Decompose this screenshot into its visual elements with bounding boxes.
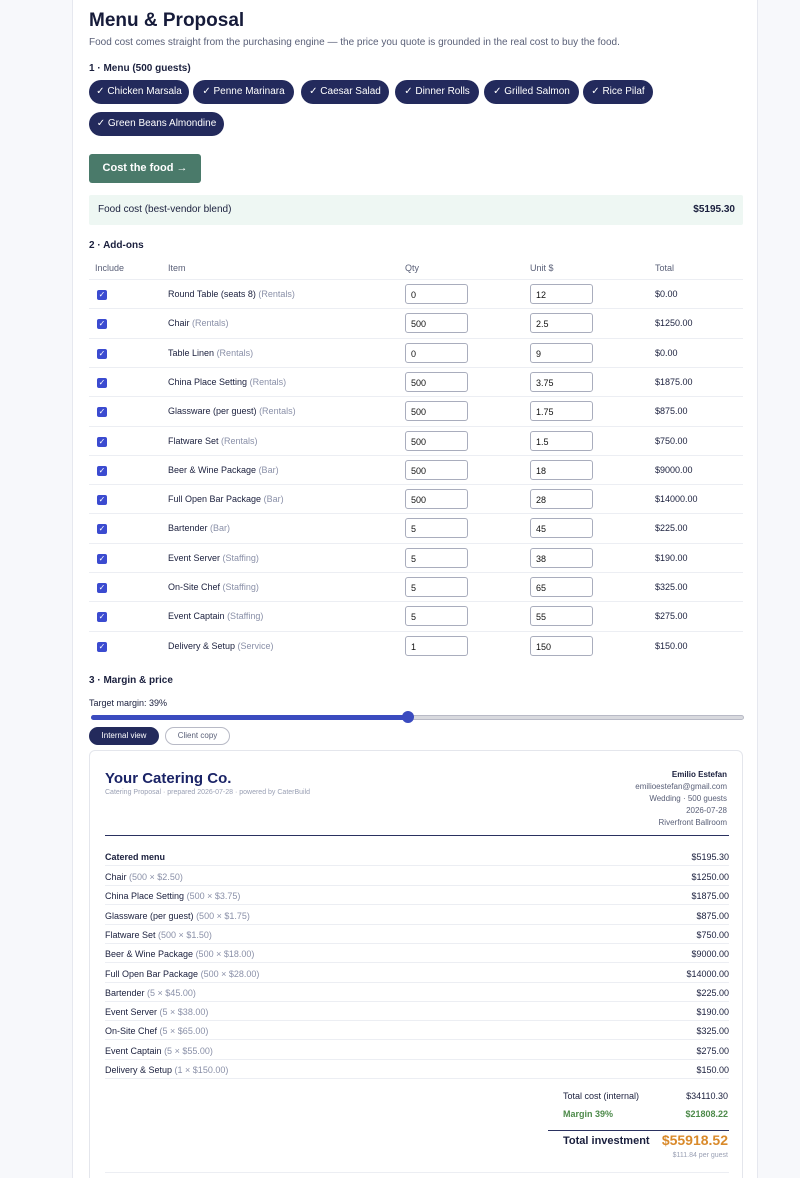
margin-slider-fill xyxy=(91,715,408,720)
header-divider xyxy=(105,835,729,836)
addon-row xyxy=(89,308,743,337)
proposal-line-label xyxy=(105,1007,208,1017)
proposal-line-label xyxy=(105,969,259,979)
qty-input[interactable]: 500 xyxy=(405,401,468,421)
proposal-line-name: Chair xyxy=(105,872,127,882)
company-name: Your Catering Co. xyxy=(105,770,232,787)
addon-total: $1875.00 xyxy=(655,376,693,387)
addon-total: $150.00 xyxy=(655,640,688,651)
qty-input[interactable]: 5 xyxy=(405,606,468,626)
food-cost-bar xyxy=(89,195,743,225)
proposal-line-detail: (5 × $55.00) xyxy=(164,1045,213,1056)
proposal-line-value: $325.00 xyxy=(696,1026,729,1037)
qty-input[interactable]: 0 xyxy=(405,343,468,363)
proposal-line-label xyxy=(105,1046,213,1056)
include-checkbox[interactable]: ✓ xyxy=(98,377,106,387)
col-header-qty: Qty xyxy=(405,263,420,273)
proposal-line-label xyxy=(105,988,196,998)
addon-item-name: Flatware Set xyxy=(168,435,219,446)
include-checkbox[interactable]: ✓ xyxy=(98,465,106,475)
addon-item-name: Event Server xyxy=(168,552,221,563)
proposal-line-detail: (5 × $45.00) xyxy=(147,987,196,998)
col-header-item: Item xyxy=(168,263,186,273)
proposal-line-name: Glassware (per guest) xyxy=(105,910,194,921)
unit-price-input[interactable]: 28 xyxy=(530,489,593,509)
page-subtitle: Food cost comes straight from the purchasing engine — the price you quote is grounded in the real cost to buy the food. xyxy=(89,37,620,48)
menu-heading: 1 · Menu (500 guests) xyxy=(89,63,191,74)
proposal-line-name: Flatware Set xyxy=(105,929,156,940)
card-footer-divider xyxy=(105,1172,729,1173)
margin-label: Target margin: 39% xyxy=(89,698,168,708)
proposal-line xyxy=(105,944,729,963)
addon-item xyxy=(168,494,284,504)
margin-heading: 3 · Margin & price xyxy=(89,675,173,686)
addon-item-category: (Rentals) xyxy=(221,435,258,446)
client-name: Emilio Estefan xyxy=(671,770,727,779)
col-header-total: Total xyxy=(655,263,675,273)
addon-row xyxy=(89,543,743,572)
food-cost-label: Food cost (best-vendor blend) xyxy=(98,204,232,215)
proposal-line-label xyxy=(105,1026,208,1036)
addon-item-category: (Bar) xyxy=(263,494,284,505)
unit-price-input[interactable]: 3.75 xyxy=(530,372,593,392)
proposal-line-detail: (500 × $1.50) xyxy=(158,929,212,940)
proposal-line xyxy=(105,906,729,925)
addon-item xyxy=(168,582,259,592)
qty-input[interactable]: 1 xyxy=(405,636,468,656)
addon-item-category: (Staffing) xyxy=(222,582,259,592)
include-checkbox[interactable]: ✓ xyxy=(98,290,106,299)
qty-input[interactable]: 500 xyxy=(405,372,468,392)
event-date: 2026-07-28 xyxy=(686,806,727,815)
unit-price-input[interactable]: 1.75 xyxy=(530,401,593,421)
addon-item xyxy=(168,611,263,621)
menu-chip[interactable]: ✓ Rice Pilaf xyxy=(583,80,653,104)
proposal-meta: Catering Proposal · prepared 2026-07-28 · powered by CaterBuild xyxy=(105,789,311,796)
addon-total: $325.00 xyxy=(655,582,688,592)
proposal-line-name: Full Open Bar Package xyxy=(105,968,199,979)
investment-label: Total investment xyxy=(563,1135,650,1147)
addon-total: $875.00 xyxy=(655,406,688,417)
addon-item-name: Event Captain xyxy=(168,611,225,622)
margin-summary-value: $21808.22 xyxy=(685,1109,728,1119)
menu-chip[interactable]: ✓ Caesar Salad xyxy=(301,80,389,104)
catered-menu-line xyxy=(105,847,729,866)
proposal-line-value: $1875.00 xyxy=(691,891,729,902)
qty-input[interactable]: 5 xyxy=(405,548,468,568)
proposal-line-detail: (5 × $65.00) xyxy=(159,1026,209,1037)
proposal-line-detail: (500 × $28.00) xyxy=(200,968,260,979)
include-checkbox[interactable]: ✓ xyxy=(98,583,106,592)
proposal-line-name: Event Server xyxy=(105,1007,158,1018)
qty-input[interactable]: 5 xyxy=(405,577,468,597)
unit-price-input[interactable]: 18 xyxy=(530,460,593,480)
addon-item-name: Beer & Wine Package xyxy=(168,464,257,475)
page-title: Menu & Proposal xyxy=(89,10,245,31)
addon-total: $0.00 xyxy=(655,289,678,299)
proposal-line-name: On-Site Chef xyxy=(105,1026,158,1037)
include-checkbox[interactable]: ✓ xyxy=(98,436,106,446)
proposal-line-name: Beer & Wine Package xyxy=(105,949,194,960)
proposal-line-label xyxy=(105,930,212,940)
proposal-line-detail: (5 × $38.00) xyxy=(159,1007,209,1018)
addon-item-category: (Staffing) xyxy=(222,552,259,563)
include-checkbox[interactable]: ✓ xyxy=(98,319,106,329)
proposal-line xyxy=(105,1060,729,1079)
addon-row xyxy=(89,572,743,601)
addon-item-category: (Bar) xyxy=(258,464,279,475)
addon-row xyxy=(89,631,743,660)
addon-total: $9000.00 xyxy=(655,464,693,475)
addon-item xyxy=(168,641,274,651)
addon-item xyxy=(168,318,229,328)
proposal-line-value: $9000.00 xyxy=(691,949,729,960)
addon-item-name: Chair xyxy=(168,318,190,329)
addon-item xyxy=(168,523,230,533)
qty-input[interactable]: 0 xyxy=(405,284,468,304)
addon-item-name: China Place Setting xyxy=(168,376,248,387)
qty-input[interactable]: 500 xyxy=(405,431,468,451)
proposal-line xyxy=(105,1021,729,1040)
proposal-line-label xyxy=(105,891,240,901)
addon-item-name: Table Linen xyxy=(168,347,215,358)
proposal-line-detail: (500 × $3.75) xyxy=(186,891,241,902)
menu-chip[interactable]: ✓ Grilled Salmon xyxy=(484,80,579,104)
addon-total: $750.00 xyxy=(655,435,688,446)
addon-item-category: (Staffing) xyxy=(227,611,264,622)
per-guest-price: $111.84 per guest xyxy=(672,1152,728,1159)
internal-view-toggle[interactable]: Internal view xyxy=(89,727,159,745)
client-copy-toggle[interactable]: Client copy xyxy=(165,727,230,745)
total-cost-value: $34110.30 xyxy=(686,1091,728,1101)
proposal-line xyxy=(105,886,729,905)
proposal-line-name: Event Captain xyxy=(105,1045,162,1056)
include-checkbox[interactable]: ✓ xyxy=(98,348,106,358)
addon-total: $14000.00 xyxy=(655,494,698,505)
proposal-line-value: $190.00 xyxy=(696,1007,729,1018)
addon-item-name: Delivery & Setup xyxy=(168,640,236,651)
addon-row xyxy=(89,426,743,455)
unit-price-input[interactable]: 2.5 xyxy=(530,313,593,333)
unit-price-input[interactable]: 12 xyxy=(530,284,593,304)
proposal-line xyxy=(105,964,729,983)
proposal-line-detail: (500 × $18.00) xyxy=(195,949,255,960)
addon-item xyxy=(168,436,258,446)
addon-item-category: (Rentals) xyxy=(192,318,229,329)
event-type: Wedding · 500 guests xyxy=(649,794,727,803)
addon-item-name: On-Site Chef xyxy=(168,582,221,592)
addon-item-name: Round Table (seats 8) xyxy=(168,289,256,299)
addons-heading: 2 · Add-ons xyxy=(89,240,144,251)
addon-row xyxy=(89,367,743,396)
qty-input[interactable]: 5 xyxy=(405,518,468,538)
unit-price-input[interactable]: 150 xyxy=(530,636,593,656)
addon-item-category: (Rentals) xyxy=(216,347,254,358)
addon-item-category: (Service) xyxy=(237,640,274,651)
proposal-line-label xyxy=(105,872,183,882)
addon-item xyxy=(168,289,295,299)
food-cost-value: $5195.30 xyxy=(693,204,735,215)
proposal-line-value: $14000.00 xyxy=(686,968,729,979)
proposal-line-label xyxy=(105,1065,228,1075)
addon-total: $275.00 xyxy=(655,611,688,622)
proposal-line-detail: (1 × $150.00) xyxy=(174,1065,229,1075)
unit-price-input[interactable]: 65 xyxy=(530,577,593,597)
include-checkbox[interactable]: ✓ xyxy=(98,407,106,417)
addon-row xyxy=(89,455,743,484)
col-header-unit: Unit $ xyxy=(530,263,554,273)
proposal-line xyxy=(105,867,729,886)
addon-item-name: Bartender xyxy=(168,523,208,534)
proposal-line xyxy=(105,1041,729,1060)
addon-item xyxy=(168,465,279,475)
addon-total: $190.00 xyxy=(655,552,688,563)
proposal-line-name: Delivery & Setup xyxy=(105,1065,173,1075)
investment-value: $55918.52 xyxy=(661,1132,728,1148)
catered-menu-value: $5195.30 xyxy=(691,852,729,862)
catered-menu-label: Catered menu xyxy=(105,852,166,862)
addon-item xyxy=(168,377,286,387)
proposal-line xyxy=(105,983,729,1002)
unit-price-input[interactable]: 1.5 xyxy=(530,431,593,451)
proposal-line-value: $150.00 xyxy=(696,1065,729,1075)
addon-item-category: (Rentals) xyxy=(259,406,296,417)
menu-chip[interactable]: ✓ Chicken Marsala xyxy=(89,80,189,104)
addon-item xyxy=(168,553,259,563)
addon-item-category: (Rentals) xyxy=(258,289,295,299)
proposal-line xyxy=(105,1002,729,1021)
proposal-line-label xyxy=(105,949,254,959)
menu-chip[interactable]: ✓ Green Beans Almondine xyxy=(89,112,224,136)
margin-summary-label: Margin 39% xyxy=(563,1109,614,1119)
addon-row xyxy=(89,513,743,542)
addon-item xyxy=(168,348,253,358)
qty-input[interactable]: 500 xyxy=(405,489,468,509)
qty-input[interactable]: 500 xyxy=(405,460,468,480)
proposal-line-detail: (500 × $1.75) xyxy=(196,910,250,921)
proposal-card xyxy=(89,750,743,1178)
proposal-line-value: $275.00 xyxy=(696,1045,729,1056)
col-header-include: Include xyxy=(95,263,125,273)
include-checkbox[interactable]: ✓ xyxy=(98,524,106,534)
unit-price-input[interactable]: 55 xyxy=(530,606,593,626)
addon-item-category: (Bar) xyxy=(210,523,231,534)
proposal-line-value: $875.00 xyxy=(696,910,729,921)
proposal-line-name: China Place Setting xyxy=(105,891,185,902)
proposal-line-label xyxy=(105,911,250,921)
addon-row xyxy=(89,601,743,630)
total-cost-label: Total cost (internal) xyxy=(563,1091,640,1101)
addon-total: $225.00 xyxy=(655,523,688,534)
unit-price-input[interactable]: 45 xyxy=(530,518,593,538)
include-checkbox[interactable]: ✓ xyxy=(98,553,106,563)
proposal-line-value: $750.00 xyxy=(696,929,729,940)
proposal-line-value: $1250.00 xyxy=(691,872,729,882)
menu-chip[interactable]: ✓ Dinner Rolls xyxy=(395,80,479,104)
cost-food-button[interactable]: Cost the food → xyxy=(89,154,201,183)
addon-row xyxy=(89,396,743,425)
addon-row xyxy=(89,484,743,513)
proposal-line-name: Bartender xyxy=(105,987,145,998)
investment-divider xyxy=(548,1130,729,1131)
qty-input[interactable]: 500 xyxy=(405,313,468,333)
addon-row xyxy=(89,338,743,367)
menu-chip[interactable]: ✓ Penne Marinara xyxy=(193,80,294,104)
margin-slider-thumb[interactable] xyxy=(402,711,414,723)
proposal-line xyxy=(105,925,729,944)
event-venue: Riverfront Ballroom xyxy=(658,818,727,827)
addon-item-name: Full Open Bar Package xyxy=(168,494,262,505)
addon-total: $1250.00 xyxy=(655,318,693,329)
include-checkbox[interactable]: ✓ xyxy=(98,495,106,505)
proposal-line-value: $225.00 xyxy=(696,987,729,998)
include-checkbox[interactable]: ✓ xyxy=(98,612,106,622)
client-email: emilioestefan@gmail.com xyxy=(635,782,727,791)
unit-price-input[interactable]: 38 xyxy=(530,548,593,568)
addon-row xyxy=(89,279,743,308)
addon-item xyxy=(168,406,296,416)
unit-price-input[interactable]: 9 xyxy=(530,343,593,363)
addon-item-name: Glassware (per guest) xyxy=(168,406,257,417)
include-checkbox[interactable]: ✓ xyxy=(98,641,106,651)
proposal-line-detail: (500 × $2.50) xyxy=(129,872,183,882)
addon-total: $0.00 xyxy=(655,347,678,358)
addon-item-category: (Rentals) xyxy=(249,376,287,387)
proposal-panel xyxy=(72,0,758,1178)
